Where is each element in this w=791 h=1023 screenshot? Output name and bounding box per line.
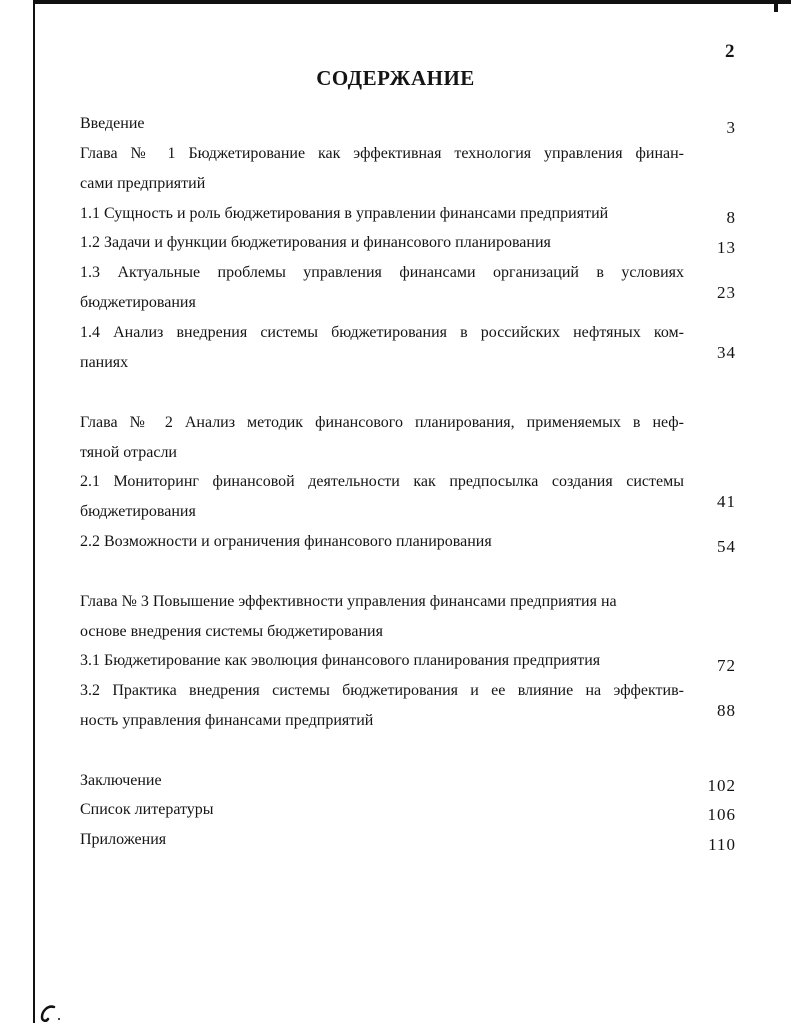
toc-page-conclusion: 102 [707, 776, 736, 795]
toc-entry-2-2: 2.2 Возможности и ограничения финансового планирования [80, 533, 492, 550]
toc-page-2-1: 41 [717, 492, 736, 511]
toc-page-intro: 3 [726, 118, 736, 137]
toc-page-3-1: 72 [717, 656, 736, 675]
toc-page-2-2: 54 [717, 537, 736, 556]
toc-chapter-3-line-2: основе внедрения системы бюджетирования [80, 623, 383, 640]
page-title: СОДЕРЖАНИЕ [316, 66, 475, 90]
page-number: 2 [725, 41, 735, 62]
toc-entry-1-3-line-1: 1.3 Актуальные проблемы управления финансами организаций в условиях [80, 264, 684, 281]
toc-chapter-2-line-2: тяной отрасли [80, 444, 177, 461]
toc-page-1-4: 34 [717, 343, 736, 362]
toc-entry-1-3-line-2: бюджетирования [80, 294, 196, 311]
toc-page-3-2: 88 [717, 701, 736, 720]
toc-chapter-1-line-2: сами предприятий [80, 175, 206, 192]
toc-entry-1-4-line-2: паниях [80, 354, 129, 371]
toc-page-1-3: 23 [717, 283, 736, 302]
toc-entry-appendices: Приложения [80, 831, 167, 848]
scan-edge-left [33, 0, 35, 1023]
handwritten-mark-icon [38, 1003, 64, 1023]
scan-edge-corner [774, 0, 778, 12]
toc-entry-3-1: 3.1 Бюджетирование как эволюция финансового планирования предприятия [80, 652, 601, 669]
toc-entry-3-2-line-2: ность управления финансами предприятий [80, 712, 374, 729]
toc-entry-3-2-line-1: 3.2 Практика внедрения системы бюджетирования и ее влияние на эффектив- [80, 682, 684, 699]
toc-entry-2-1-line-2: бюджетирования [80, 503, 196, 520]
toc-chapter-3-line-1: Глава № 3 Повышение эффективности управления финансами предприятия на [80, 593, 617, 610]
toc-entry-2-1-line-1: 2.1 Мониторинг финансовой деятельности как предпосылка создания системы [80, 473, 684, 490]
toc-page-1-2: 13 [717, 238, 736, 257]
toc-entry-1-2: 1.2 Задачи и функции бюджетирования и финансового планирования [80, 234, 551, 251]
toc-chapter-1-line-1: Глава № 1 Бюджетирование как эффективная технология управления финан- [80, 145, 684, 162]
toc-chapter-2-line-1: Глава № 2 Анализ методик финансового планирования, применяемых в неф- [80, 414, 684, 431]
toc-entry-conclusion: Заключение [80, 772, 162, 789]
toc-page-references: 106 [707, 805, 736, 824]
toc-entry-1-1: 1.1 Сущность и роль бюджетирования в управлении финансами предприятий [80, 205, 609, 222]
toc-entry-references: Список литературы [80, 801, 214, 818]
toc-entry-1-4-line-1: 1.4 Анализ внедрения системы бюджетирования в российских нефтяных ком- [80, 324, 684, 341]
toc-entry-intro: Введение [80, 115, 145, 132]
scan-edge-top [33, 0, 791, 4]
toc-page-appendices: 110 [708, 835, 736, 854]
toc-page-1-1: 8 [726, 208, 736, 227]
